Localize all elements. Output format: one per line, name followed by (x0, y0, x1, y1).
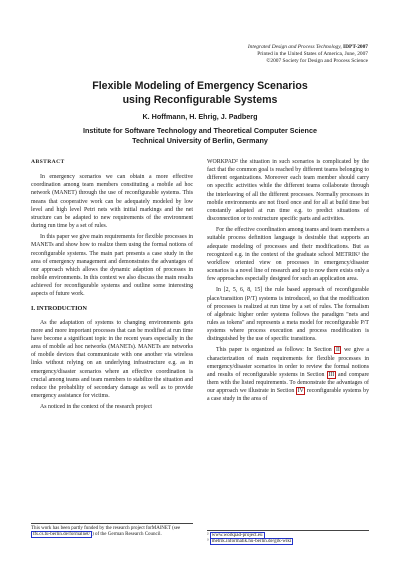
section-ref-link[interactable]: II (335, 347, 340, 354)
affiliation (40, 126, 360, 146)
body-paragraph: In [2, 5, 6, 8, 15] the rule based approach of reconfigurable place/transition (P/T) systems is introduced, so that the modification of processes is realized at run time by a set of rules. The formalism of algebraic higher order systems follows the paradigm "nets and rules as tokens" and represents a meta model for reconfigurable P/T systems where process execution and process modification is distinguished by the use of specific transitions. (207, 287, 369, 343)
footnote-urls: ² www.workpad-project.eu ³ metrik.informatik.hu-berlin.de/grk-wiki (207, 530, 369, 546)
body-paragraph: This paper is organized as follows: In Section II we give a characterization of main requirements for flexible processes in emergency/disaster scenarios in order to review the formal notions and results of reconfigurable systems in Section III and compare them with the listed requirements. To demonstrate the advantages of our approach we illustrate in Section IV reconfigurable systems by a case study in the area of (207, 347, 369, 403)
body-paragraph: As the adaptation of systems to changing environments gets more and more important processes that can be modified at run time have become a significant topic in the recent years especially in the area of mobile ad hoc networks (MANETs). MANETs are networks of mobile devices that communicate with one another via wireless links without relying on an underlying infrastructure e.g. as in emergency/disaster scenarios where an effective coordination is crucial among teams and team members to stabilize the situation and reduce the probability of secondary damage as well as to provide emergency assistance for victims. (31, 319, 193, 400)
author-list: K. Hoffmann, H. Ehrig, J. Padberg (142, 112, 258, 121)
footnote: This work has been partly funded by the research project forMAlNET (see tfs.cs.tu-berlin.de/formalnet/ ) of the German Research Council. (31, 523, 193, 539)
title-line-2: using Reconfigurable Systems (122, 93, 278, 106)
body-paragraph: For the effective coordination among teams and team members a suitable process definition language is desirable that supports an adequate modeling of processes and their modifications. But as recognized e.g. in the context of the graduate school METRIK³ the workflow oriented view on processes in emergency/disaster scenarios is a novel line of research and up to now there exists only a few approaches especially designed for such an application area. (207, 227, 369, 283)
venue-header (118, 44, 368, 66)
metrik-url-link[interactable]: metrik.informatik.hu-berlin.de/grk-wiki (211, 539, 292, 545)
venue-line-1: Integrated Design and Process Technology, IDPT-2007 (247, 44, 368, 50)
abstract-paragraph: In emergency scenarios we can obtain a more effective coordination among team members constituting a mobile ad hoc network (MANET) through the use of reconfigurable systems. This means that cooperative work can be adequately modeled by low level and high level Petri nets with initial markings and the net structure can be adapted to new requirements of the environment during run time by a set of rules. (31, 174, 193, 230)
affiliation-line-1: Institute for Software Technology and Theoretical Computer Science (83, 126, 317, 135)
footnote-link[interactable]: tfs.cs.tu-berlin.de/formalnet/ (33, 532, 91, 538)
paper-title (40, 80, 360, 107)
title-line-1: Flexible Modeling of Emergency Scenarios (92, 80, 308, 92)
abstract-section (31, 158, 193, 299)
right-column (207, 158, 369, 407)
venue-line-2: Printed in the United States of America, June, 2007 (257, 51, 368, 58)
section-ref-link[interactable]: IV (297, 388, 304, 395)
abstract-paragraph: In this paper we give main requirements for flexible processes in MANETs and show how to realize them using the formal notions of reconfigurable systems. The main part presents a case study in the area of emergency management and demonstrates the advantages of our approach which allows the dynamic adaption of processes in mobile environments. In this context we also discuss the main results achieved for reconfigurable systems and outline some interesting aspects of future work. (31, 234, 193, 298)
workpad-url-link[interactable]: www.workpad-project.eu (211, 533, 263, 538)
venue-line-3: ©2007 Society for Design and Process Science (266, 58, 368, 65)
venue-code: IDPT-2007 (343, 44, 368, 50)
body-paragraph: As noticed in the context of the research project (40, 404, 152, 411)
abstract-heading: ABSTRACT (31, 159, 65, 165)
body-paragraph: WORKPAD² the situation in such scenarios is complicated by the fact that the common goal is reached by different teams belonging to different organizations. Moreover each team member should carry on specific activities while the different teams collaborate through the interleaving of all the different processes. Normally processes in mobile environments are not fixed once and for all at build time but constantly adapted at run time e.g. to predict situations of disconnection or to restructure specific parts and activities. (207, 159, 369, 223)
affiliation-line-2: Technical University of Berlin, Germany (132, 136, 268, 145)
left-column (31, 158, 193, 414)
introduction-heading: I. INTRODUCTION (31, 304, 87, 312)
section-ref-link[interactable]: III (328, 371, 335, 378)
